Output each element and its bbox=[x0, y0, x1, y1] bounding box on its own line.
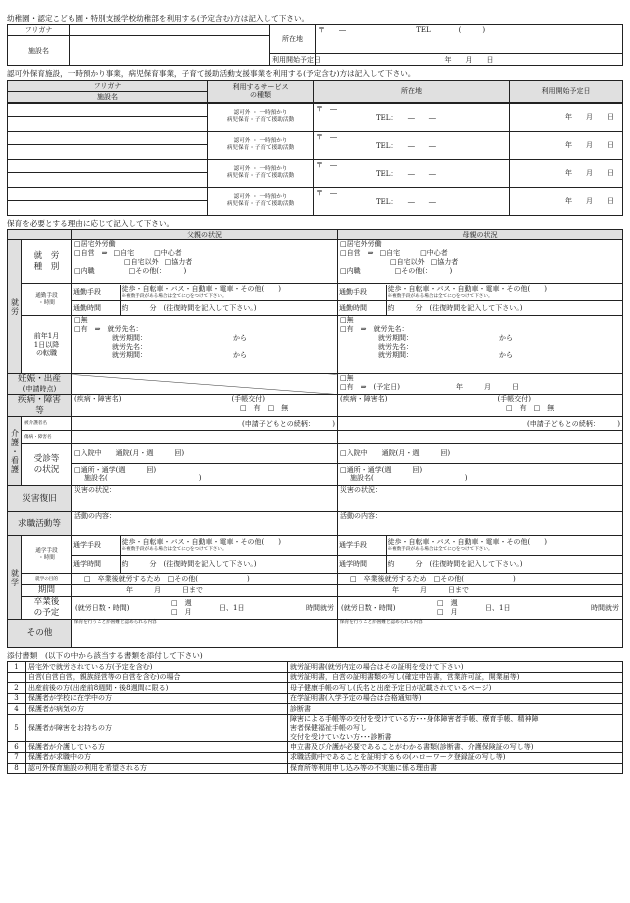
illness-label: 疾病・障害 等 bbox=[8, 394, 72, 416]
cared-person-label: 被介護者名 bbox=[22, 417, 72, 431]
address-label: 所在地 bbox=[270, 25, 316, 54]
nl-address-field[interactable]: 〒 ― TEL： ― ― bbox=[314, 103, 510, 131]
mother-header: 母親の状況 bbox=[338, 230, 623, 240]
reason-table bbox=[7, 229, 623, 647]
attachment-row bbox=[8, 704, 623, 715]
h-start: 利用開始予定日 bbox=[510, 80, 623, 102]
attachment-case: 居宅外で就労されている方(予定を含む) bbox=[26, 662, 288, 673]
nl-furigana-field[interactable] bbox=[8, 131, 208, 144]
father-school-period[interactable]: 年 月 日まで bbox=[72, 585, 338, 597]
attachment-doc: 就労証明書，自営の証明書類の写し(確定申告書，営業許可証，開業届等) bbox=[288, 672, 623, 683]
nl-service-field[interactable]: 認可外 ・ 一時預かり 病児保育・子育て援助活動 bbox=[208, 103, 314, 131]
nl-start-date[interactable]: 年 月 日 bbox=[510, 131, 623, 159]
jobhunt-label: 求職活動等 bbox=[8, 512, 72, 536]
nl-start-date[interactable]: 年 月 日 bbox=[510, 103, 623, 131]
section3-caption: 保育を必要とする理由に応じて記入して下さい。 bbox=[7, 218, 175, 228]
nonlicensed-table bbox=[7, 80, 623, 103]
nl-service-field[interactable]: 認可外 ・ 一時預かり 病児保育・子育て援助活動 bbox=[208, 159, 314, 187]
attachment-doc: 申立書及び介護が必要であることがわかる書類(診断書、介護保険証の写し等) bbox=[288, 742, 623, 753]
facility-label: 施設名 bbox=[8, 36, 70, 66]
father-disaster[interactable]: 災害の状況： bbox=[72, 486, 338, 512]
mother-illness[interactable]: (疾病・障害名) (手帳交付) □ 有 □ 無 bbox=[338, 394, 623, 416]
attachment-case: 保護者が介護している方 bbox=[26, 742, 288, 753]
attachment-no: 7 bbox=[8, 752, 26, 763]
section4-caption: 添付書類 (以下の中から該当する書類を添付して下さい) bbox=[7, 650, 203, 660]
attachment-case: 保護者が学校に在学中の方 bbox=[26, 693, 288, 704]
mother-pregnancy[interactable]: □無 □有 ⇒ (予定日) 年 月 日 bbox=[338, 374, 623, 394]
mother-visit[interactable]: □入院中 通院(月・週 回) □通所・通学(週 回) 施設名( ) bbox=[338, 444, 623, 486]
application-form bbox=[7, 0, 623, 774]
attachment-doc: 在学証明書(入学予定の場合は合格通知等) bbox=[288, 693, 623, 704]
mother-other[interactable]: 保育を行うことが困難と認められる内容 bbox=[338, 619, 623, 647]
mother-disaster[interactable]: 災害の状況： bbox=[338, 486, 623, 512]
attachment-case: 保護者が求職中の方 bbox=[26, 752, 288, 763]
attachment-case: 保護者が障害をお持ちの方 bbox=[26, 715, 288, 742]
father-jobhunt[interactable]: 活動の内容： bbox=[72, 512, 338, 536]
father-after-grad[interactable]: (就労日数・時間) □ 週 □ 月 日、1日 時間就労 bbox=[72, 597, 338, 619]
school-period-label: 期間 bbox=[22, 585, 72, 597]
address-field[interactable] bbox=[316, 25, 623, 54]
nl-start-date[interactable]: 年 月 日 bbox=[510, 159, 623, 187]
attachment-case: 保護者が病気の方 bbox=[26, 704, 288, 715]
attachment-row bbox=[8, 683, 623, 694]
father-other[interactable]: 保育を行うことが困難と認められる内容 bbox=[72, 619, 338, 647]
nl-furigana-field[interactable] bbox=[8, 159, 208, 172]
attachment-doc: 診断書 bbox=[288, 704, 623, 715]
attachment-row bbox=[8, 662, 623, 673]
father-relation[interactable]: (申請子どもとの続柄： ) bbox=[72, 417, 338, 431]
father-cared-illness[interactable] bbox=[72, 431, 338, 444]
school-label: 就学 bbox=[8, 536, 22, 619]
tel-label: TEL ( ) bbox=[416, 26, 486, 35]
mother-job-type[interactable]: □居宅外労働 □自営 ⇒ □自宅 □中心者 □自宅以外 □協力者 □内職 □その他(： ) bbox=[338, 240, 623, 284]
facility-field[interactable] bbox=[70, 36, 270, 66]
attachment-doc: 障害による手帳等の交付を受けている方･･･身体障害者手帳、療育手帳、精神障 害者保健福祉手帳の写し 交付を受けていない方･･･診断書 bbox=[288, 715, 623, 742]
pregnancy-label: 妊娠・出産 (申請時点) bbox=[8, 374, 72, 394]
attachment-no: 4 bbox=[8, 704, 26, 715]
mother-cared-illness[interactable] bbox=[338, 431, 623, 444]
cared-illness-label: 傷病・障害名 bbox=[22, 431, 72, 444]
start-date-field[interactable]: 年 月 日 bbox=[316, 54, 623, 66]
nl-service-field[interactable]: 認可外 ・ 一時預かり 病児保育・子育て援助活動 bbox=[208, 131, 314, 159]
father-school-commute[interactable]: 通学手段 徒歩・自転車・バス・自動車・電車・その他( ) ※複数手段がある場合は全てに○をつけて下さい。 通学時間 約 分 (往復時間を記入して下さい。) bbox=[72, 536, 338, 574]
mother-prev-job[interactable]: □無 □有 ⇒ 就労先名： 就労期間： から 就労先名： 就労期間： から bbox=[338, 316, 623, 374]
section1-caption: 幼稚園・認定こども園・特別支援学校幼稚部を利用する(予定含む)方は記入して下さい。 bbox=[7, 14, 310, 23]
furigana-field[interactable] bbox=[70, 25, 270, 36]
mother-after-grad[interactable]: (就労日数・時間) □ 週 □ 月 日、1日 時間就労 bbox=[338, 597, 623, 619]
mother-commute[interactable]: 通勤手段 徒歩・自転車・バス・自動車・電車・その他( ) ※複数手段がある場合は全てに○をつけて下さい。 通勤時間 約 分 (往復時間を記入して下さい。) bbox=[338, 284, 623, 316]
attachment-no: 6 bbox=[8, 742, 26, 753]
father-prev-job[interactable]: □無 □有 ⇒ 就労先名： 就労期間： から 就労先名： 就労期間： から bbox=[72, 316, 338, 374]
nl-start-date[interactable]: 年 月 日 bbox=[510, 187, 623, 215]
disaster-label: 災害復旧 bbox=[8, 486, 72, 512]
nl-facility-field[interactable] bbox=[8, 144, 208, 159]
kindergarten-table bbox=[7, 24, 623, 66]
mother-school-commute[interactable]: 通学手段 徒歩・自転車・バス・自動車・電車・その他( ) ※複数手段がある場合は全てに○をつけて下さい。 通学時間 約 分 (往復時間を記入して下さい。) bbox=[338, 536, 623, 574]
nl-furigana-field[interactable] bbox=[8, 187, 208, 200]
school-commute-label: 通学手段 ・時間 bbox=[22, 536, 72, 574]
postal-mark: 〒 ― bbox=[318, 26, 346, 35]
attachment-no: 2 bbox=[8, 683, 26, 694]
mother-relation[interactable]: (申請子どもとの続柄： ) bbox=[338, 417, 623, 431]
attachment-row bbox=[8, 752, 623, 763]
mother-school-period[interactable]: 年 月 日まで bbox=[338, 585, 623, 597]
attachment-no: 8 bbox=[8, 763, 26, 774]
attachment-row bbox=[8, 693, 623, 704]
attachment-case: 認可外保育施設の利用を希望される方 bbox=[26, 763, 288, 774]
attachment-no: 5 bbox=[8, 715, 26, 742]
attachment-doc: 母子健康手帳の写し(氏名と出産予定日が記載されているページ) bbox=[288, 683, 623, 694]
nonlicensed-rows bbox=[7, 103, 623, 216]
nl-facility-field[interactable] bbox=[8, 200, 208, 215]
attachment-doc: 保育所等利用申し込み等の不実施に係る理由書 bbox=[288, 763, 623, 774]
father-job-type[interactable]: □居宅外労働 □自営 ⇒ □自宅 □中心者 □自宅以外 □協力者 □内職 □その他(： ) bbox=[72, 240, 338, 284]
attachment-case: 自営(自営自営，親族経営等の自営を含む)の場合 bbox=[26, 672, 288, 683]
shuro-label: 就労 bbox=[8, 240, 22, 374]
mother-jobhunt[interactable]: 活動の内容： bbox=[338, 512, 623, 536]
father-illness[interactable]: (疾病・障害名) (手帳交付) □ 有 □ 無 bbox=[72, 394, 338, 416]
nl-address-field[interactable]: 〒 ― TEL： ― ― bbox=[314, 131, 510, 159]
attachment-doc: 就労証明書(就労内定の場合はその証明を受けて下さい) bbox=[288, 662, 623, 673]
section2-caption: 認可外保育施設，一時預かり事業，病児保育事業，子育て援助活動支援事業を利用する(予定含む)方は記入して下さい。 bbox=[7, 69, 416, 79]
other-label: その他 bbox=[8, 619, 72, 647]
attachment-no bbox=[8, 672, 26, 683]
father-visit[interactable]: □入院中 通院(月・週 回) □通所・通学(週 回) 施設名( ) bbox=[72, 444, 338, 486]
attachment-row bbox=[8, 672, 623, 683]
father-commute[interactable]: 通勤手段 徒歩・自転車・バス・自動車・電車・その他( ) ※複数手段がある場合は全てに○をつけて下さい。 通勤時間 約 分 (往復時間を記入して下さい。) bbox=[72, 284, 338, 316]
job-type-label: 就 労 種 別 bbox=[22, 240, 72, 284]
prev-job-label: 前年1月 1日以降 の転職 bbox=[22, 316, 72, 374]
attachment-row bbox=[8, 742, 623, 753]
visit-label: 受診等 の状況 bbox=[22, 444, 72, 486]
nl-facility-field[interactable] bbox=[8, 116, 208, 131]
h-furigana: フリガナ bbox=[8, 80, 208, 91]
attachment-doc: 求職活動中であることを証明するもの(ハローワーク登録証の写し等) bbox=[288, 752, 623, 763]
h-service: 利用するサービス の種類 bbox=[208, 80, 314, 102]
attachment-row bbox=[8, 715, 623, 742]
father-school-purpose[interactable]: □ 卒業後就労するため □その他( ) bbox=[72, 574, 338, 585]
nl-address-field[interactable]: 〒 ― TEL： ― ― bbox=[314, 187, 510, 215]
after-grad-label: 卒業後 の予定 bbox=[22, 597, 72, 619]
start-date-label: 利用開始予定日 bbox=[270, 54, 316, 66]
nl-address-field[interactable]: 〒 ― TEL： ― ― bbox=[314, 159, 510, 187]
nl-service-field[interactable]: 認可外 ・ 一時預かり 病児保育・子育て援助活動 bbox=[208, 187, 314, 215]
nl-furigana-field[interactable] bbox=[8, 103, 208, 116]
attachment-no: 3 bbox=[8, 693, 26, 704]
mother-school-purpose[interactable]: □ 卒業後就労するため □その他( ) bbox=[338, 574, 623, 585]
attachment-row bbox=[8, 763, 623, 774]
furigana-label: フリガナ bbox=[8, 25, 70, 36]
attachment-no: 1 bbox=[8, 662, 26, 673]
attachment-case: 出産前後の方(出産前8週間・後8週間に限る) bbox=[26, 683, 288, 694]
h-facility: 施設名 bbox=[8, 91, 208, 102]
school-purpose-label: 就学の目的 bbox=[22, 574, 72, 585]
attachments-table bbox=[7, 661, 623, 774]
care-label: 介護・看護 bbox=[8, 417, 22, 486]
father-header: 父親の状況 bbox=[72, 230, 338, 240]
nl-facility-field[interactable] bbox=[8, 172, 208, 187]
commute-label: 通勤手段 ・時間 bbox=[22, 284, 72, 316]
father-pregnancy bbox=[72, 374, 338, 394]
h-address: 所在地 bbox=[314, 80, 510, 102]
